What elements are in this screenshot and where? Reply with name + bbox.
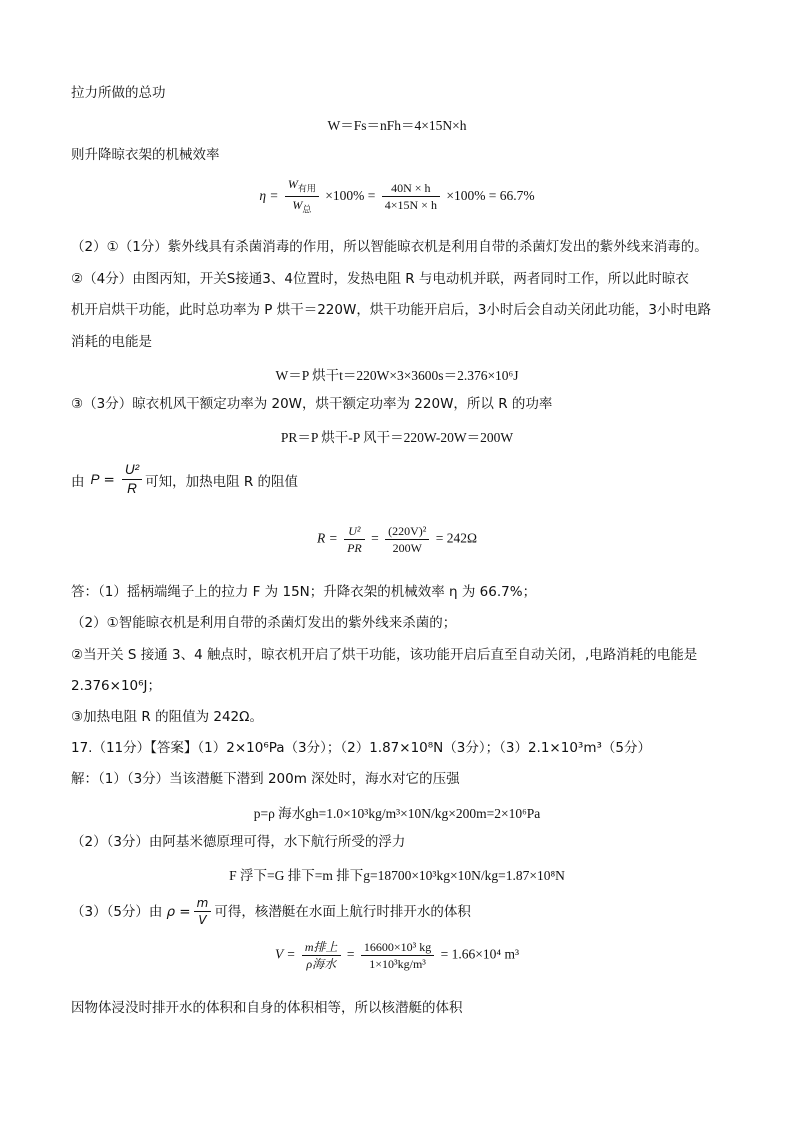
resistance-numerator: U² [344, 524, 365, 540]
question-17-answer: 17.（11分）【答案】（1）2×10⁶Pa（3分）；（2）1.87×10⁸N（3分）；（3）2.1×10³m³（5分） [71, 740, 651, 756]
power-denominator: R [127, 481, 137, 496]
text-line-4: ②（4分）由图丙知，开关S接通3、4位置时，发热电阻 R 与电动机并联，两者同时工作，所以此时晾衣 [71, 271, 689, 287]
power-eq: = [103, 471, 115, 488]
formula-resistance [0, 524, 794, 555]
resistance-value-fraction [385, 524, 429, 555]
power-prefix: 由 [71, 473, 85, 490]
force-denominator: 4×15N × h [384, 198, 437, 213]
volume-fraction [302, 940, 341, 971]
text-line-7: ③（3分）晾衣机风干额定功率为 20W，烘干额定功率为 220W，所以 R 的功率 [71, 396, 553, 412]
density-fraction [194, 896, 212, 927]
solution-line-1: 解：（1）（3分）当该潜艇下潜到 200m 深处时，海水对它的压强 [71, 771, 460, 787]
resistance-value-numerator: (220V)² [385, 524, 429, 540]
eta-label: η = [259, 187, 279, 203]
resistance-label: R = [316, 530, 338, 546]
efficiency-result: ×100% = 66.7% [446, 187, 535, 203]
formula-pressure: p=ρ 海水gh=1.0×10³kg/m³×10N/kg×200m=2×10⁶Pa [253, 806, 541, 821]
text-line-1: 拉力所做的总功 [71, 85, 166, 101]
volume-label: V = [274, 946, 296, 962]
solution-line-4: 因物体浸没时排开水的体积和自身的体积相等，所以核潜艇的体积 [71, 1000, 463, 1016]
resistance-result: = 242Ω [435, 530, 478, 546]
w-useful: W [287, 177, 298, 191]
volume-value-denominator: 1×10³kg/m³ [369, 957, 426, 971]
volume-result: = 1.66×10⁴ m³ [440, 946, 520, 962]
density-denominator: V [198, 913, 207, 927]
answer-line-1: 答：（1）摇柄端绳子上的拉力 F 为 15N；升降衣架的机械效率 η 为 66.7%； [71, 584, 537, 600]
resistance-denominator: PR [347, 541, 362, 555]
resistance-eq: = [371, 530, 379, 546]
text-line-6: 消耗的电能是 [71, 334, 152, 350]
w-total: W [292, 198, 303, 213]
times-100: ×100% = [325, 187, 376, 203]
formula-energy: W＝P 烘干t＝220W×3×3600s＝2.376×10⁶J [275, 368, 519, 383]
formula-power-r: PR＝P 烘干-P 风干＝220W-20W＝200W [280, 430, 514, 445]
volume-numerator: m排上 [302, 940, 341, 956]
answer-line-5: ③加热电阻 R 的阻值为 242Ω。 [71, 709, 263, 725]
density-numerator: m [194, 896, 212, 912]
volume-value-fraction [361, 940, 434, 971]
w-useful-sub: 有用 [297, 183, 316, 194]
formula-efficiency [0, 177, 794, 217]
power-symbol: P [90, 472, 100, 487]
answer-line-3: ②当开关 S 接通 3、4 触点时，晾衣机开启了烘干功能，该功能开启后直至自动关闭，,电路消耗的电能是 [71, 647, 698, 663]
power-suffix: 可知，加热电阻 R 的阻值 [145, 473, 299, 490]
volume-value-numerator: 16600×10³ kg [361, 940, 434, 956]
resistance-fraction [344, 524, 365, 555]
force-numerator: 40N × h [382, 181, 440, 197]
resistance-value-denominator: 200W [392, 541, 422, 555]
work-ratio-fraction [285, 177, 319, 217]
text-line-2: 则升降晾衣架的机械效率 [71, 147, 220, 163]
text-line-3: （2）①（1分）紫外线具有杀菌消毒的作用，所以智能晾衣机是利用自带的杀菌灯发出的紫外线来消毒的。 [71, 239, 708, 255]
solution-line-2: （2）（3分）由阿基米德原理可得，水下航行所受的浮力 [71, 834, 406, 850]
w-total-sub: 总 [302, 204, 312, 215]
force-ratio-fraction [382, 181, 440, 212]
formula-volume [0, 940, 794, 971]
density-suffix: 可得，核潜艇在水面上航行时排开水的体积 [214, 903, 471, 920]
volume-eq: = [346, 946, 355, 962]
formula-buoyancy: F 浮下=G 排下=m 排下g=18700×10³kg×10N/kg=1.87×10⁸N [229, 868, 565, 883]
power-fraction [122, 462, 142, 497]
volume-denominator: ρ海水 [306, 957, 337, 971]
density-symbol: ρ = [166, 903, 191, 920]
formula-total-work: W＝Fs＝nFh＝4×15N×h [327, 118, 467, 133]
text-line-5: 机开启烘干功能，此时总功率为 P 烘干＝220W，烘干功能开启后，3小时后会自动关闭此功能，3小时电路 [71, 302, 712, 318]
answer-line-4: 2.376×10⁶J； [71, 678, 162, 694]
solution-line-3 [71, 896, 471, 927]
density-prefix: （3）（5分）由 [71, 903, 163, 920]
answer-line-2: （2）①智能晾衣机是利用自带的杀菌灯发出的紫外线来杀菌的； [71, 615, 457, 631]
power-numerator: U² [122, 462, 142, 480]
power-relation-line [71, 462, 298, 497]
